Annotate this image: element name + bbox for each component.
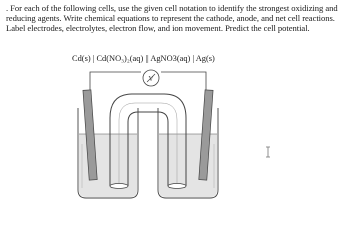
voltmeter	[143, 70, 159, 86]
electrochemical-cell-diagram	[76, 64, 226, 204]
text-cursor-icon	[264, 146, 272, 158]
question-text: . For each of the following cells, use the given cell notation to identify the strongest oxidizing and reducing agents. Write chemical equations to represent the cathode, anode, and net cell reactions. Label electrodes, electrolytes, electron flow, and ion movement. Predict the cell potential.	[6, 3, 338, 34]
left-wire	[90, 72, 141, 92]
cell-notation: Cd(s) | Cd(NO₃)₂(aq) || AgNO3(aq) | Ag(s)	[72, 54, 215, 63]
voltmeter-symbol: V	[148, 75, 154, 83]
right-wire	[161, 72, 206, 92]
